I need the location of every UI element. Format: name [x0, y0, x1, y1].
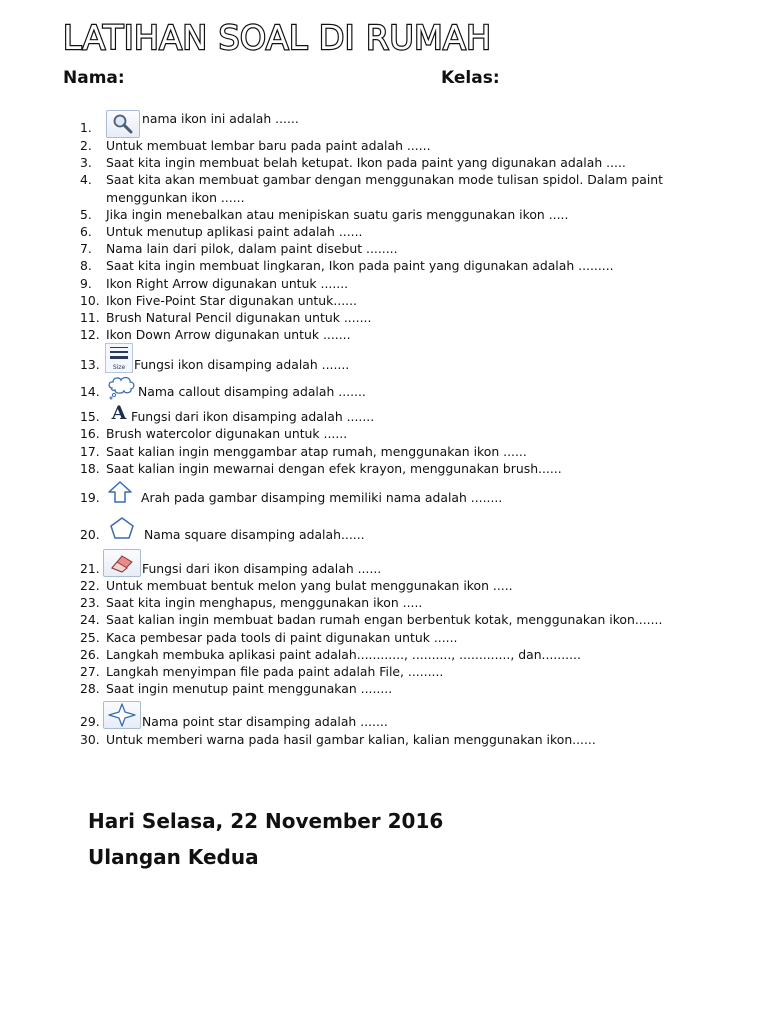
question-number: 18. [80, 460, 100, 476]
question-number: 19. [80, 490, 100, 506]
question-text: Untuk membuat bentuk melon yang bulat menggunakan ikon ..... [106, 578, 513, 594]
question-number: 14. [80, 384, 100, 400]
question-25 [80, 629, 760, 646]
question-number: 21. [80, 561, 100, 577]
question-1 [80, 110, 760, 137]
size-icon-label: Size [112, 364, 126, 372]
question-6 [80, 223, 760, 240]
question-number: 4. [80, 172, 92, 188]
question-number: 7. [80, 241, 92, 257]
question-number: 30. [80, 732, 100, 748]
question-7 [80, 240, 760, 257]
question-26 [80, 646, 760, 663]
question-text: Fungsi dari ikon disamping adalah ....... [131, 409, 375, 425]
nama-label: Nama: [63, 68, 125, 88]
question-28 [80, 680, 760, 697]
question-number: 9. [80, 275, 92, 291]
kelas-label: Kelas: [441, 68, 500, 88]
question-text: Nama square disamping adalah...... [144, 527, 365, 543]
question-number: 2. [80, 138, 92, 153]
cloud-callout-icon [106, 375, 138, 401]
text-tool-icon [108, 401, 130, 425]
question-text: Arah pada gambar disamping memiliki nama adalah ........ [141, 490, 503, 506]
question-30 [80, 731, 760, 748]
question-number: 27. [80, 664, 100, 680]
footer-exam-label: Ulangan Kedua [88, 845, 259, 869]
question-13 [80, 343, 760, 375]
question-text: Fungsi dari ikon disamping adalah ...... [142, 561, 382, 577]
question-number: 16. [80, 426, 100, 442]
question-text: Jika ingin menebalkan atau menipiskan suatu garis menggunakan ikon ..... [106, 206, 569, 222]
question-number: 23. [80, 595, 100, 611]
question-number: 20. [80, 527, 100, 543]
question-text: Ikon Right Arrow digunakan untuk ....... [106, 275, 349, 291]
question-text: Brush watercolor digunakan untuk ...... [106, 426, 348, 442]
question-14 [80, 375, 760, 401]
question-11 [80, 309, 760, 326]
question-number: 1. [80, 120, 92, 135]
footer-date: Hari Selasa, 22 November 2016 [88, 809, 444, 833]
question-number: 17. [80, 443, 100, 459]
question-10 [80, 292, 760, 309]
page-title: LATIHAN SOAL DI RUMAH [63, 18, 492, 57]
question-text: Saat kita akan membuat gambar dengan menggunakan mode tulisan spidol. Dalam paint menggunkan ikon ...... [106, 172, 664, 205]
question-text: Saat kita ingin membuat belah ketupat. Ikon pada paint yang digunakan adalah ..... [106, 155, 626, 171]
question-9 [80, 275, 760, 292]
question-number: 28. [80, 681, 100, 697]
question-number: 6. [80, 224, 92, 240]
question-29 [80, 697, 760, 731]
question-number: 22. [80, 578, 100, 594]
question-text: Nama lain dari pilok, dalam paint disebut ........ [106, 241, 398, 257]
question-text: Saat ingin menutup paint menggunakan ........ [106, 681, 393, 697]
question-number: 25. [80, 629, 100, 645]
question-17 [80, 443, 760, 460]
pentagon-icon [106, 515, 138, 541]
question-23 [80, 594, 760, 611]
question-number: 13. [80, 357, 100, 373]
question-18 [80, 460, 760, 477]
question-27 [80, 663, 760, 680]
question-text: nama ikon ini adalah ...... [142, 111, 299, 126]
size-icon [105, 343, 133, 373]
question-number: 24. [80, 612, 100, 628]
question-number: 15. [80, 409, 100, 425]
question-19 [80, 477, 760, 511]
question-text: Saat kalian ingin membuat badan rumah engan berbentuk kotak, menggunakan ikon....... [106, 612, 663, 628]
question-text: Ikon Five-Point Star digunakan untuk...... [106, 292, 357, 308]
question-text: Saat kita ingin membuat lingkaran, Ikon pada paint yang digunakan adalah ......... [106, 258, 614, 274]
magnifier-icon [106, 110, 140, 138]
eraser-icon [103, 549, 141, 577]
question-text: Kaca pembesar pada tools di paint digunakan untuk ...... [106, 629, 458, 645]
question-24 [80, 611, 760, 628]
question-number: 11. [80, 310, 100, 326]
question-text: Nama point star disamping adalah ....... [142, 714, 388, 730]
question-text: Saat kalian ingin mewarnai dengan efek krayon, menggunakan brush...... [106, 460, 562, 476]
question-12 [80, 326, 760, 343]
up-arrow-icon [106, 480, 138, 506]
question-8 [80, 257, 760, 274]
question-2 [80, 137, 760, 154]
question-list [80, 110, 760, 749]
question-text: Langkah menyimpan file pada paint adalah File, ......... [106, 664, 444, 680]
question-3 [80, 154, 760, 171]
question-text: Untuk menutup aplikasi paint adalah ...... [106, 224, 363, 240]
question-22 [80, 577, 760, 594]
question-number: 10. [80, 292, 100, 308]
text-tool-icon-label: A [111, 402, 127, 425]
question-text: Fungsi ikon disamping adalah ....... [134, 357, 350, 373]
question-16 [80, 425, 760, 442]
question-21 [80, 549, 760, 577]
question-4 [80, 171, 760, 205]
question-number: 12. [80, 327, 100, 343]
question-number: 26. [80, 646, 100, 662]
question-text: Ikon Down Arrow digunakan untuk ....... [106, 327, 351, 343]
question-number: 5. [80, 206, 92, 222]
question-number: 8. [80, 258, 92, 274]
question-text: Untuk memberi warna pada hasil gambar kalian, kalian menggunakan ikon...... [106, 732, 596, 748]
question-text: Brush Natural Pencil digunakan untuk ....... [106, 310, 372, 326]
question-15 [80, 401, 760, 425]
four-point-star-icon [103, 701, 141, 729]
question-text: Saat kalian ingin menggambar atap rumah, menggunakan ikon ...... [106, 443, 527, 459]
question-text: Untuk membuat lembar baru pada paint adalah ...... [106, 138, 431, 153]
question-text: Saat kita ingin menghapus, menggunakan ikon ..... [106, 595, 423, 611]
question-number: 29. [80, 714, 100, 730]
question-number: 3. [80, 155, 92, 171]
question-20 [80, 511, 760, 549]
question-text: Nama callout disamping adalah ....... [138, 384, 366, 400]
question-text: Langkah membuka aplikasi paint adalah............, .........., ............., dan.......... [106, 646, 581, 662]
question-5 [80, 206, 760, 223]
